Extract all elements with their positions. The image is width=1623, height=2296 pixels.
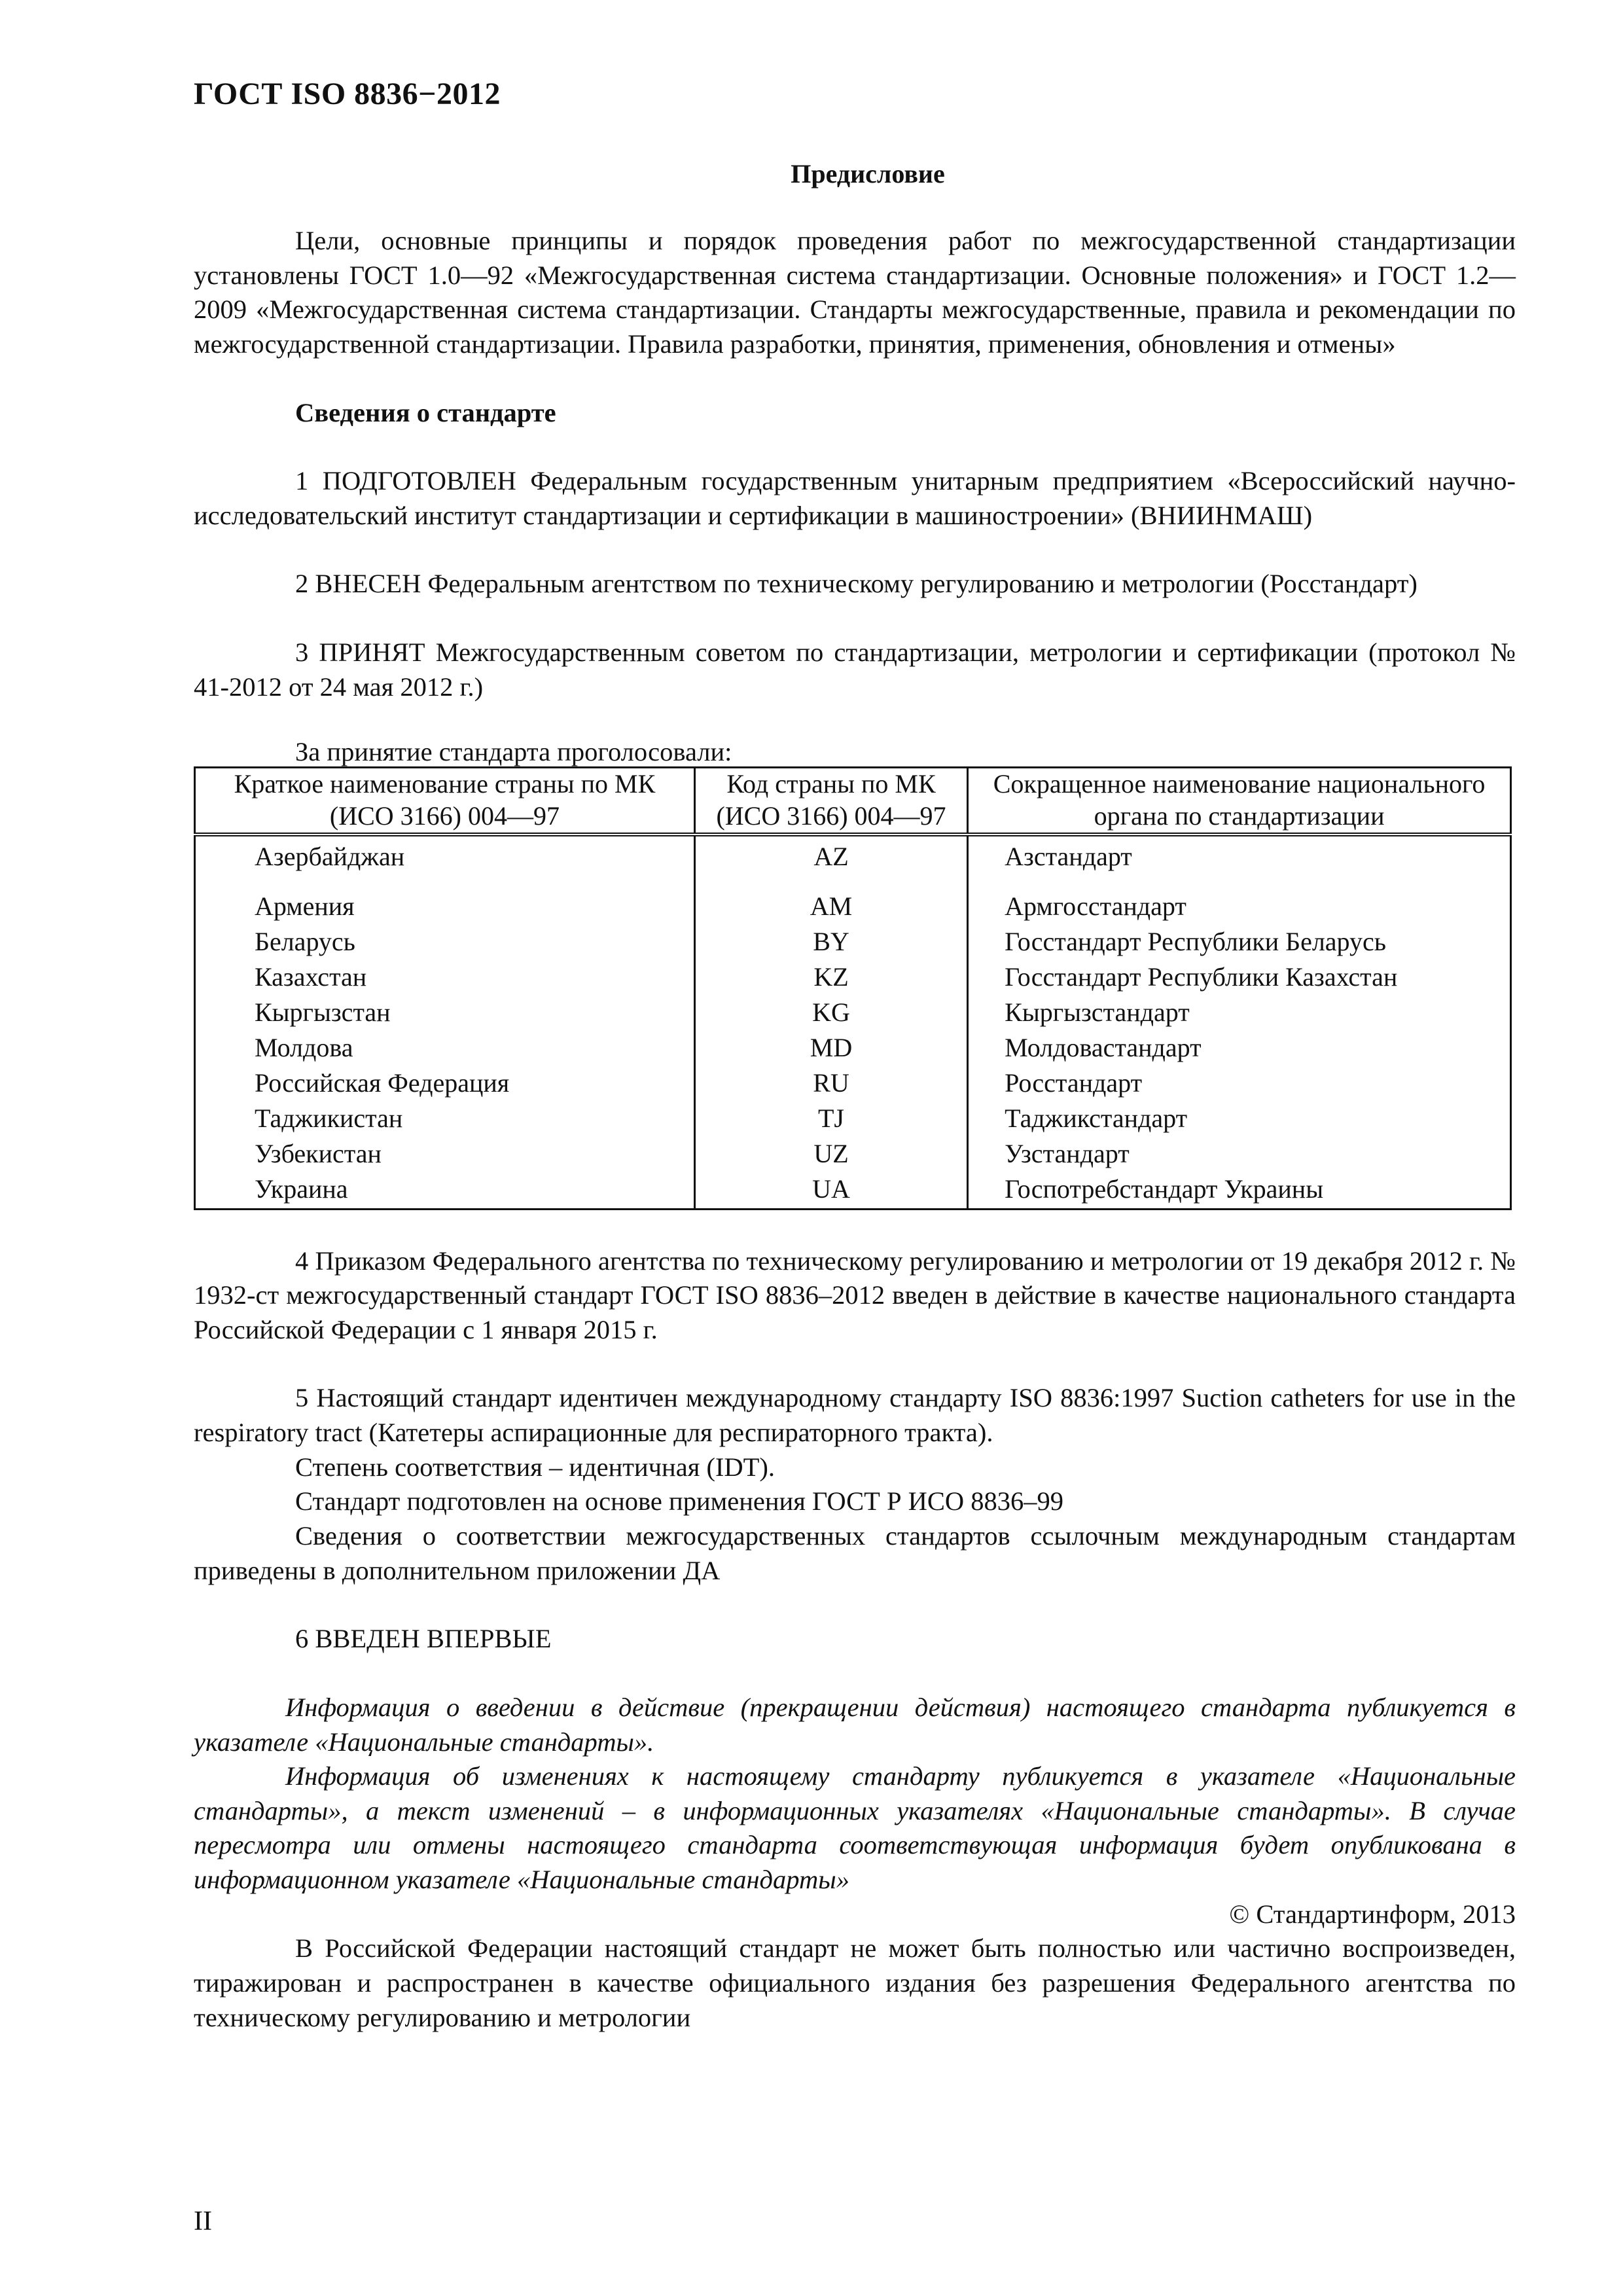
rights-paragraph: В Российской Федерации настоящий стандарт не может быть полностью или частично воспроизведен, тиражирован и распространен в качестве официального издания без разрешения Федерального агентства по техническому регулированию и метрологии: [194, 1933, 1516, 2032]
notice-changes: Информация об изменениях к настоящему стандарту публикуется в указателе «Национальные стандарты», а текст изменений – в информационных указателях «Национальные стандарты». В случае пересмотра или отмены настоящего стандарта соответствующая информация будет опубликована в информационном указателе «Национальные стандарты»: [194, 1761, 1516, 1895]
code-cell: UZ: [694, 1138, 967, 1173]
info-item-3: 3 ПРИНЯТ Межгосударственным советом по стандартизации, метрологии и сертификации (протокол № 41-2012 от 24 мая 2012 г.): [194, 637, 1516, 702]
table-row: [195, 996, 1511, 1031]
table-row: [195, 1173, 1511, 1210]
code-cell: AZ: [694, 834, 967, 890]
info-item-1: 1 ПОДГОТОВЛЕН Федеральным государственным унитарным предприятием «Всероссийский научно-исследовательский институт стандартизации и сертификации в машиностроении» (ВНИИНМАШ): [194, 466, 1516, 530]
org-cell: Армгосстандарт: [968, 890, 1511, 925]
table-row: [195, 834, 1511, 890]
document-number-header: ГОСТ ISO 8836−2012: [194, 77, 501, 111]
country-cell: Азербайджан: [195, 834, 695, 890]
country-cell: Таджикистан: [195, 1102, 695, 1138]
info-item-5-basis: Стандарт подготовлен на основе применения ГОСТ Р ИСО 8836–99: [295, 1486, 1064, 1516]
code-cell: AM: [694, 890, 967, 925]
header-code: Код страны по МК (ИСО 3166) 004—97: [694, 767, 967, 834]
table-row: [195, 890, 1511, 925]
country-cell: Молдова: [195, 1031, 695, 1067]
vote-table-header-row: [195, 767, 1511, 834]
org-cell: Молдовастандарт: [968, 1031, 1511, 1067]
preface-title: Предисловие: [791, 159, 945, 188]
country-cell: Беларусь: [195, 925, 695, 961]
org-cell: Кыргызстандарт: [968, 996, 1511, 1031]
table-row: [195, 925, 1511, 961]
code-cell: UA: [694, 1173, 967, 1210]
header-country: Краткое наименование страны по МК (ИСО 3166) 004—97: [195, 767, 695, 834]
code-cell: KG: [694, 996, 967, 1031]
country-cell: Казахстан: [195, 961, 695, 996]
page-number: II: [194, 2206, 212, 2236]
country-cell: Украина: [195, 1173, 695, 1210]
country-cell: Российская Федерация: [195, 1067, 695, 1102]
info-item-4: 4 Приказом Федерального агентства по техническому регулированию и метрологии от 19 декабря 2012 г. № 1932-ст межгосударственный стандарт ГОСТ ISO 8836–2012 введен в действие в качестве национального стандарта Российской Федерации с 1 января 2015 г.: [194, 1246, 1516, 1344]
org-cell: Госстандарт Республики Беларусь: [968, 925, 1511, 961]
org-cell: Азстандарт: [968, 834, 1511, 890]
copyright-line: © Стандартинформ, 2013: [1229, 1899, 1516, 1929]
info-item-5: 5 Настоящий стандарт идентичен международному стандарту ISO 8836:1997 Suction catheters for use in the respiratory tract (Катетеры аспирационные для респираторного тракта).: [194, 1383, 1516, 1448]
code-cell: MD: [694, 1031, 967, 1067]
country-cell: Узбекистан: [195, 1138, 695, 1173]
code-cell: RU: [694, 1067, 967, 1102]
notice-publication: Информация о введении в действие (прекращении действия) настоящего стандарта публикуется в указателе «Национальные стандарты».: [194, 1692, 1516, 1757]
vote-table-caption: За принятие стандарта проголосовали:: [295, 737, 732, 767]
org-cell: Госпотребстандарт Украины: [968, 1173, 1511, 1210]
table-row: [195, 1138, 1511, 1173]
org-cell: Госстандарт Республики Казахстан: [968, 961, 1511, 996]
table-row: [195, 1067, 1511, 1102]
code-cell: KZ: [694, 961, 967, 996]
info-item-2: 2 ВНЕСЕН Федеральным агентством по техническому регулированию и метрологии (Росстандарт): [295, 569, 1418, 599]
table-row: [195, 1102, 1511, 1138]
standard-info-title: Сведения о стандарте: [295, 397, 556, 427]
table-row: [195, 1031, 1511, 1067]
header-org: Сокращенное наименование национального органа по стандартизации: [968, 767, 1511, 834]
preface-paragraph: Цели, основные принципы и порядок проведения работ по межгосударственной стандартизации установлены ГОСТ 1.0—92 «Межгосударственная система стандартизации. Основные положения» и ГОСТ 1.2—2009 «Межгосударственная система стандартизации. Стандарты межгосударственные, правила и рекомендации по межгосударственной стандартизации. Правила разработки, принятия, применения, обновления и отмены»: [194, 226, 1516, 359]
org-cell: Росстандарт: [968, 1067, 1511, 1102]
info-item-6: 6 ВВЕДЕН ВПЕРВЫЕ: [295, 1624, 552, 1654]
code-cell: TJ: [694, 1102, 967, 1138]
country-cell: Армения: [195, 890, 695, 925]
code-cell: BY: [694, 925, 967, 961]
info-item-5-degree: Степень соответствия – идентичная (IDT).: [295, 1452, 776, 1482]
vote-table: [194, 766, 1512, 1210]
table-row: [195, 961, 1511, 996]
country-cell: Кыргызстан: [195, 996, 695, 1031]
org-cell: Таджикстандарт: [968, 1102, 1511, 1138]
info-item-5-refs: Сведения о соответствии межгосударственных стандартов ссылочным международным стандартам приведены в дополнительном приложении ДА: [194, 1521, 1516, 1585]
org-cell: Узстандарт: [968, 1138, 1511, 1173]
page-content: [194, 157, 1516, 2035]
